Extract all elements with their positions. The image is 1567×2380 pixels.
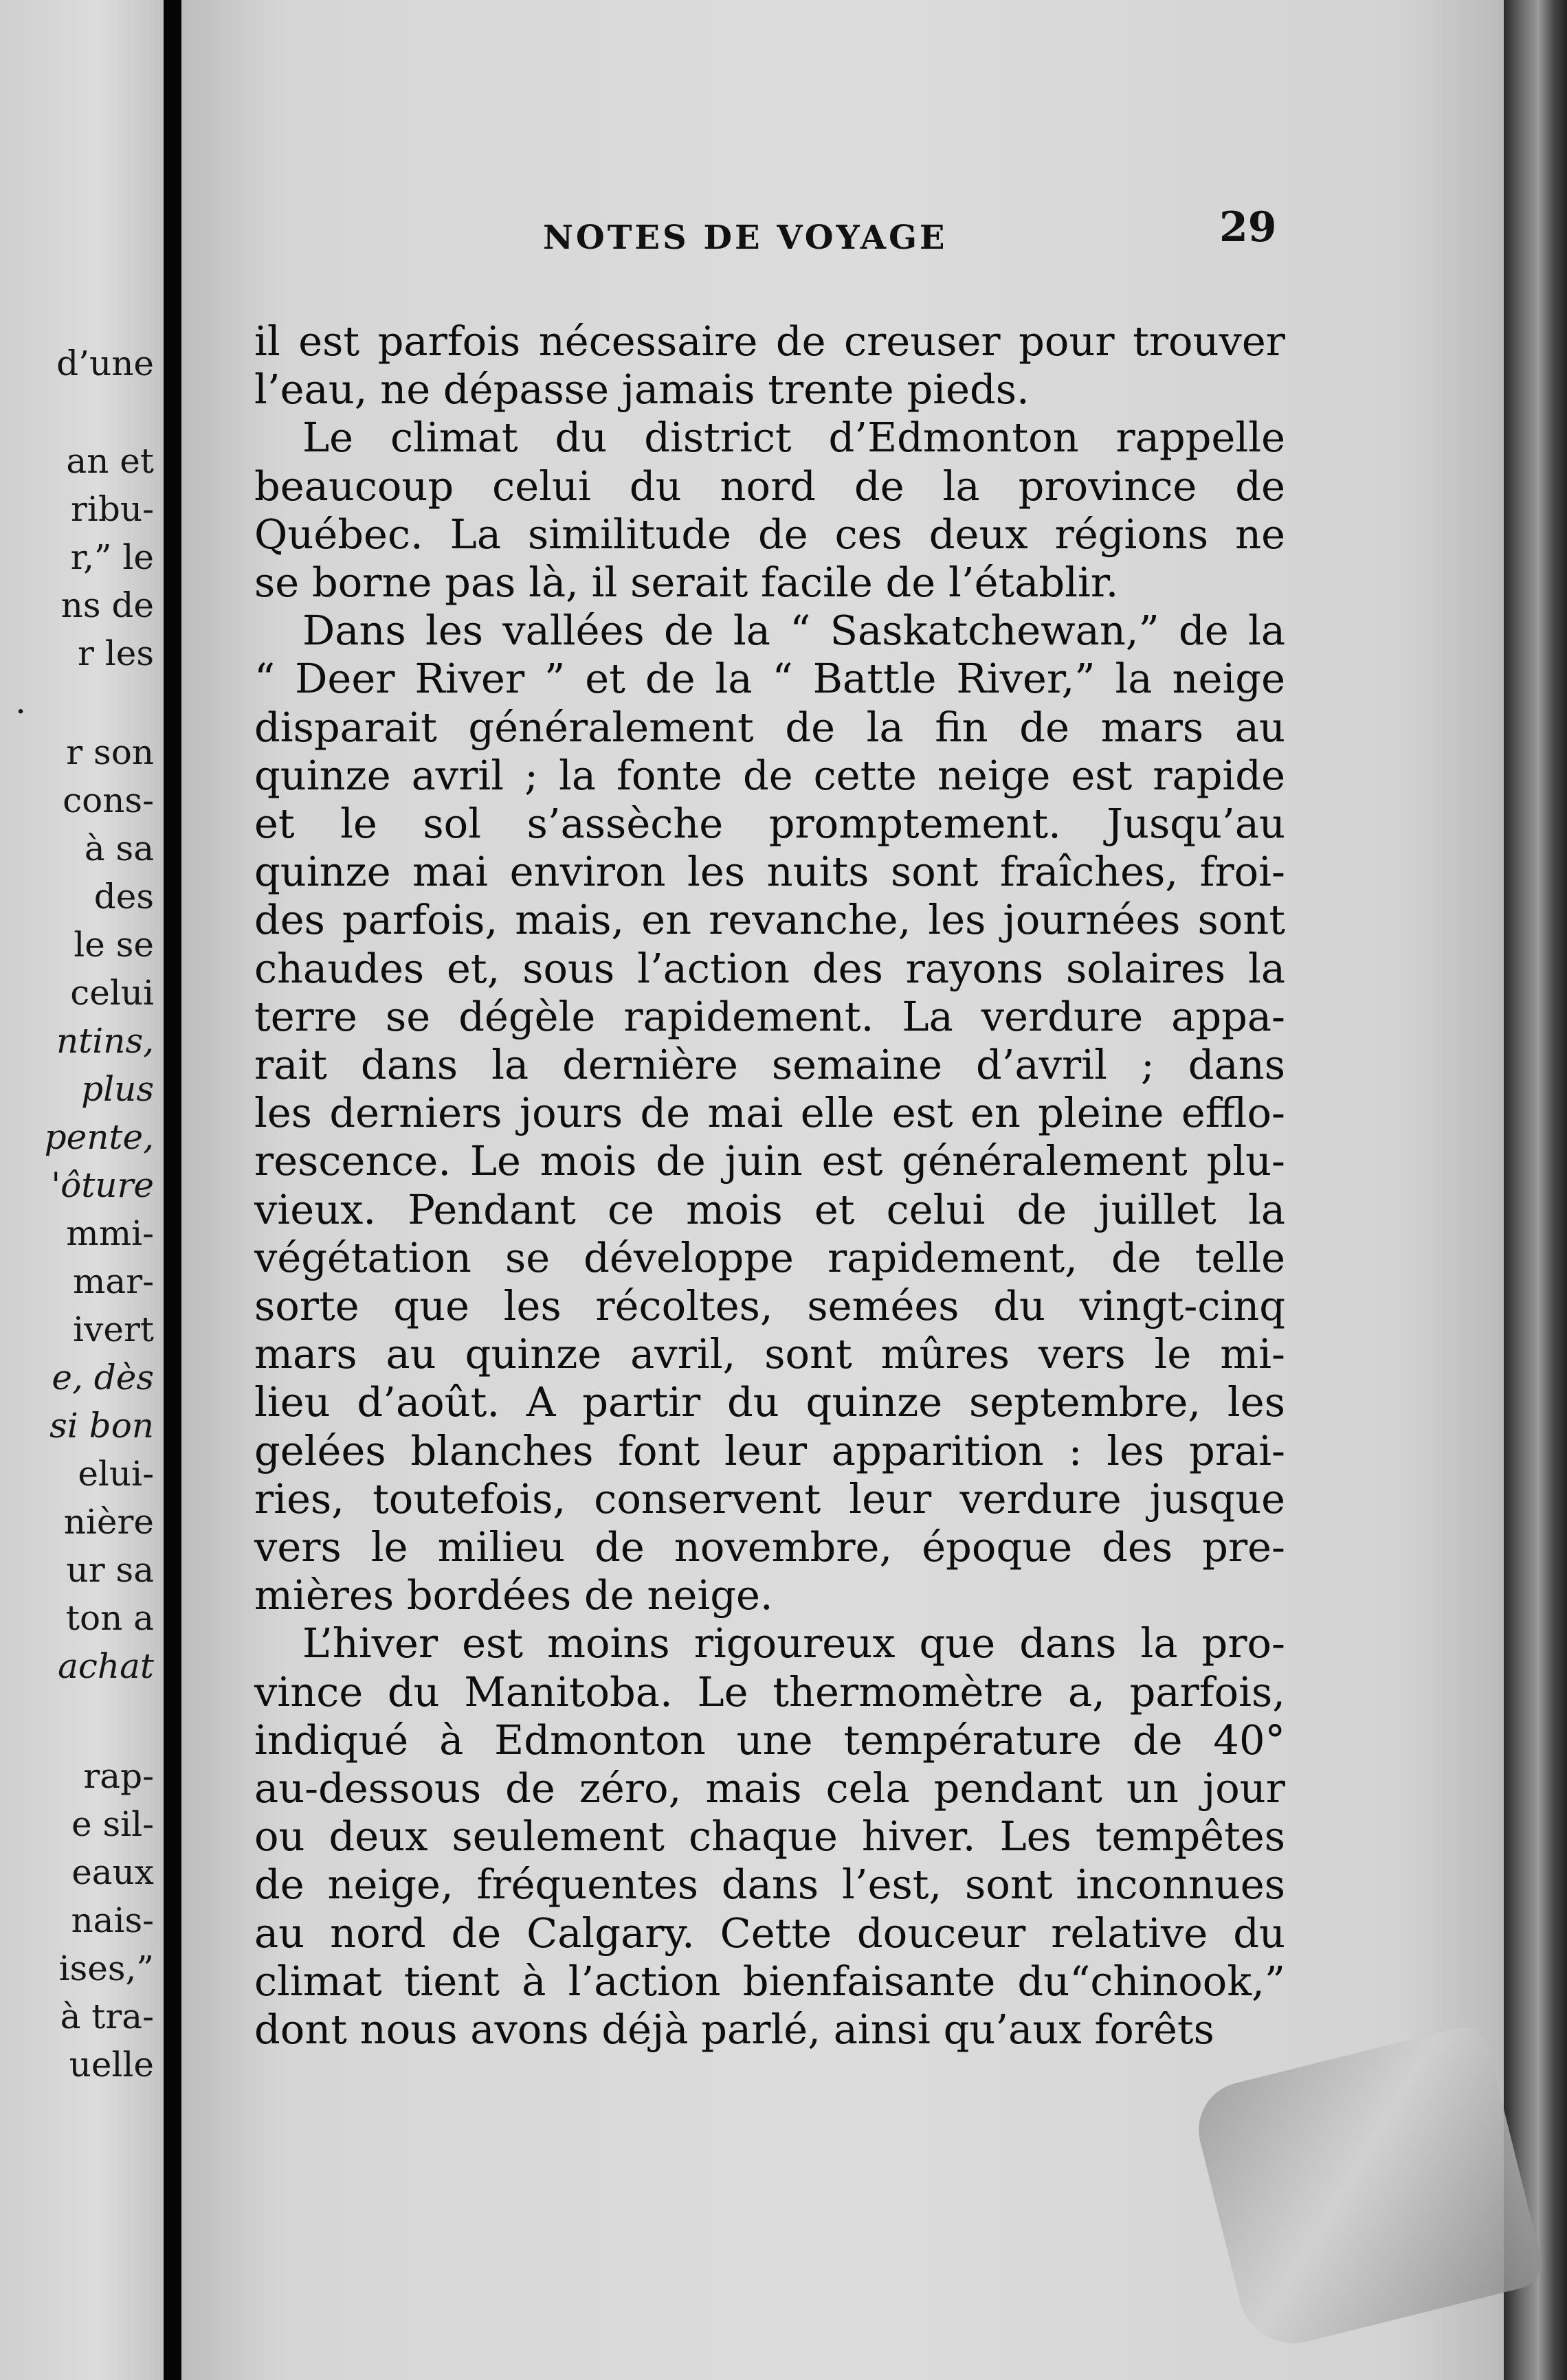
body-text-line: mars au quinze avril, sont mûres vers le mi- xyxy=(254,1330,1285,1378)
facing-page-line: mar- xyxy=(72,1261,154,1301)
body-text-line: mières bordées de neige. xyxy=(254,1571,773,1619)
running-title: NOTES DE VOYAGE xyxy=(543,218,948,257)
body-text-line: dont nous avons déjà parlé, ainsi qu’aux forêts xyxy=(254,2006,1214,2053)
body-text-line: disparait généralement de la fin de mars au xyxy=(254,703,1285,751)
book-gutter xyxy=(164,0,181,2380)
body-text-line: vince du Manitoba. Le thermomètre a, parfois, xyxy=(254,1668,1285,1716)
body-text-line: “ Deer River ” et de la “ Battle River,” la neige xyxy=(254,655,1285,703)
body-text-line: ou deux seulement chaque hiver. Les tempêtes xyxy=(254,1812,1285,1861)
facing-page xyxy=(0,0,164,2380)
body-text-line: lieu d’août. A partir du quinze septembre, les xyxy=(254,1378,1285,1426)
facing-page-line: r,” le xyxy=(70,537,154,577)
facing-page-line: an et xyxy=(66,441,154,481)
body-text-line: chaudes et, sous l’action des rayons solaires la xyxy=(254,944,1285,992)
facing-page-line: cons- xyxy=(63,781,154,820)
facing-page-line: si bon xyxy=(49,1406,154,1446)
body-text-line: terre se dégèle rapidement. La verdure appa- xyxy=(254,992,1285,1040)
body-text-line: vers le milieu de novembre, époque des pre- xyxy=(254,1523,1285,1571)
facing-page-line: des xyxy=(93,877,154,917)
facing-page-line: ur sa xyxy=(66,1550,154,1590)
body-text-line: L’hiver est moins rigoureux que dans la pro- xyxy=(302,1619,1285,1668)
facing-page-line: ton a xyxy=(65,1598,154,1638)
facing-page-line: ntins, xyxy=(56,1021,154,1061)
body-text-line: rait dans la dernière semaine d’avril ; dans xyxy=(254,1041,1285,1088)
facing-page-line: nais- xyxy=(71,1900,154,1940)
facing-page-line: rap- xyxy=(83,1756,154,1796)
body-text-line: il est parfois nécessaire de creuser pour trouver xyxy=(254,317,1285,365)
facing-page-line: ns de xyxy=(60,585,154,625)
facing-page-line: d’une xyxy=(56,344,154,383)
body-text-line: Québec. La similitude de ces deux régions ne xyxy=(254,510,1285,558)
facing-page-line: r son xyxy=(66,732,154,772)
body-text-line: de neige, fréquentes dans l’est, sont inconnues xyxy=(254,1861,1285,1909)
body-text-line: Le climat du district d’Edmonton rappelle xyxy=(302,414,1285,462)
facing-page-line: mmi- xyxy=(66,1213,154,1253)
facing-page-line: nière xyxy=(63,1502,154,1542)
body-text-line: au-dessous de zéro, mais cela pendant un jour xyxy=(254,1764,1285,1812)
facing-page-line: r les xyxy=(77,633,154,673)
body-text-line: quinze avril ; la fonte de cette neige est rapide xyxy=(254,751,1285,799)
body-text-line: les derniers jours de mai elle est en pleine efflo- xyxy=(254,1089,1285,1137)
facing-page-line: plus xyxy=(81,1069,154,1109)
body-text-line: des parfois, mais, en revanche, les journées sont xyxy=(254,896,1285,944)
facing-page-line: uelle xyxy=(69,2045,154,2085)
facing-page-line: le se xyxy=(74,925,154,965)
body-text-line: ries, toutefois, conservent leur verdure jusque xyxy=(254,1474,1285,1523)
facing-page-line: ivert xyxy=(73,1310,154,1349)
facing-page-line: à tra- xyxy=(60,1997,154,2036)
body-text-line: climat tient à l’action bienfaisante du“chinook,” xyxy=(254,1957,1285,2005)
body-text-line: vieux. Pendant ce mois et celui de juillet la xyxy=(254,1185,1285,1233)
body-text-line: se borne pas là, il serait facile de l’établir. xyxy=(254,559,1119,606)
facing-page-line: achat xyxy=(58,1646,154,1686)
body-text-line: beaucoup celui du nord de la province de xyxy=(254,462,1285,510)
body-text-line: au nord de Calgary. Cette douceur relative du xyxy=(254,1909,1285,1957)
facing-page-line: eaux xyxy=(71,1852,154,1892)
body-text-line: rescence. Le mois de juin est généralement plu- xyxy=(254,1137,1285,1185)
facing-page-line: ises,” xyxy=(58,1949,154,1988)
facing-page-line: . xyxy=(15,682,26,721)
body-text-line: Dans les vallées de la “ Saskatchewan,” de la xyxy=(302,607,1285,655)
page-edge xyxy=(1504,0,1567,2380)
page-number: 29 xyxy=(1219,203,1277,251)
facing-page-line: pente, xyxy=(44,1117,154,1157)
facing-page-line: celui xyxy=(70,973,154,1013)
facing-page-line: à sa xyxy=(84,829,154,868)
facing-page-line: elui- xyxy=(78,1454,154,1494)
facing-page-line: ribu- xyxy=(71,489,154,529)
body-text-line: quinze mai environ les nuits sont fraîches, froi- xyxy=(254,848,1285,896)
body-text-line: végétation se développe rapidement, de telle xyxy=(254,1233,1285,1281)
facing-page-line: e, dès xyxy=(52,1358,154,1397)
body-text-line: et le sol s’assèche promptement. Jusqu’au xyxy=(254,800,1285,847)
body-text-line: l’eau, ne dépasse jamais trente pieds. xyxy=(254,366,1030,414)
body-text-line: sorte que les récoltes, semées du vingt-cinq xyxy=(254,1282,1285,1329)
body-text-line: gelées blanches font leur apparition : les prai- xyxy=(254,1426,1285,1474)
facing-page-line: 'ôture xyxy=(51,1165,154,1205)
facing-page-line: e sil- xyxy=(71,1804,154,1844)
body-text-line: indiqué à Edmonton une température de 40° xyxy=(254,1716,1285,1764)
